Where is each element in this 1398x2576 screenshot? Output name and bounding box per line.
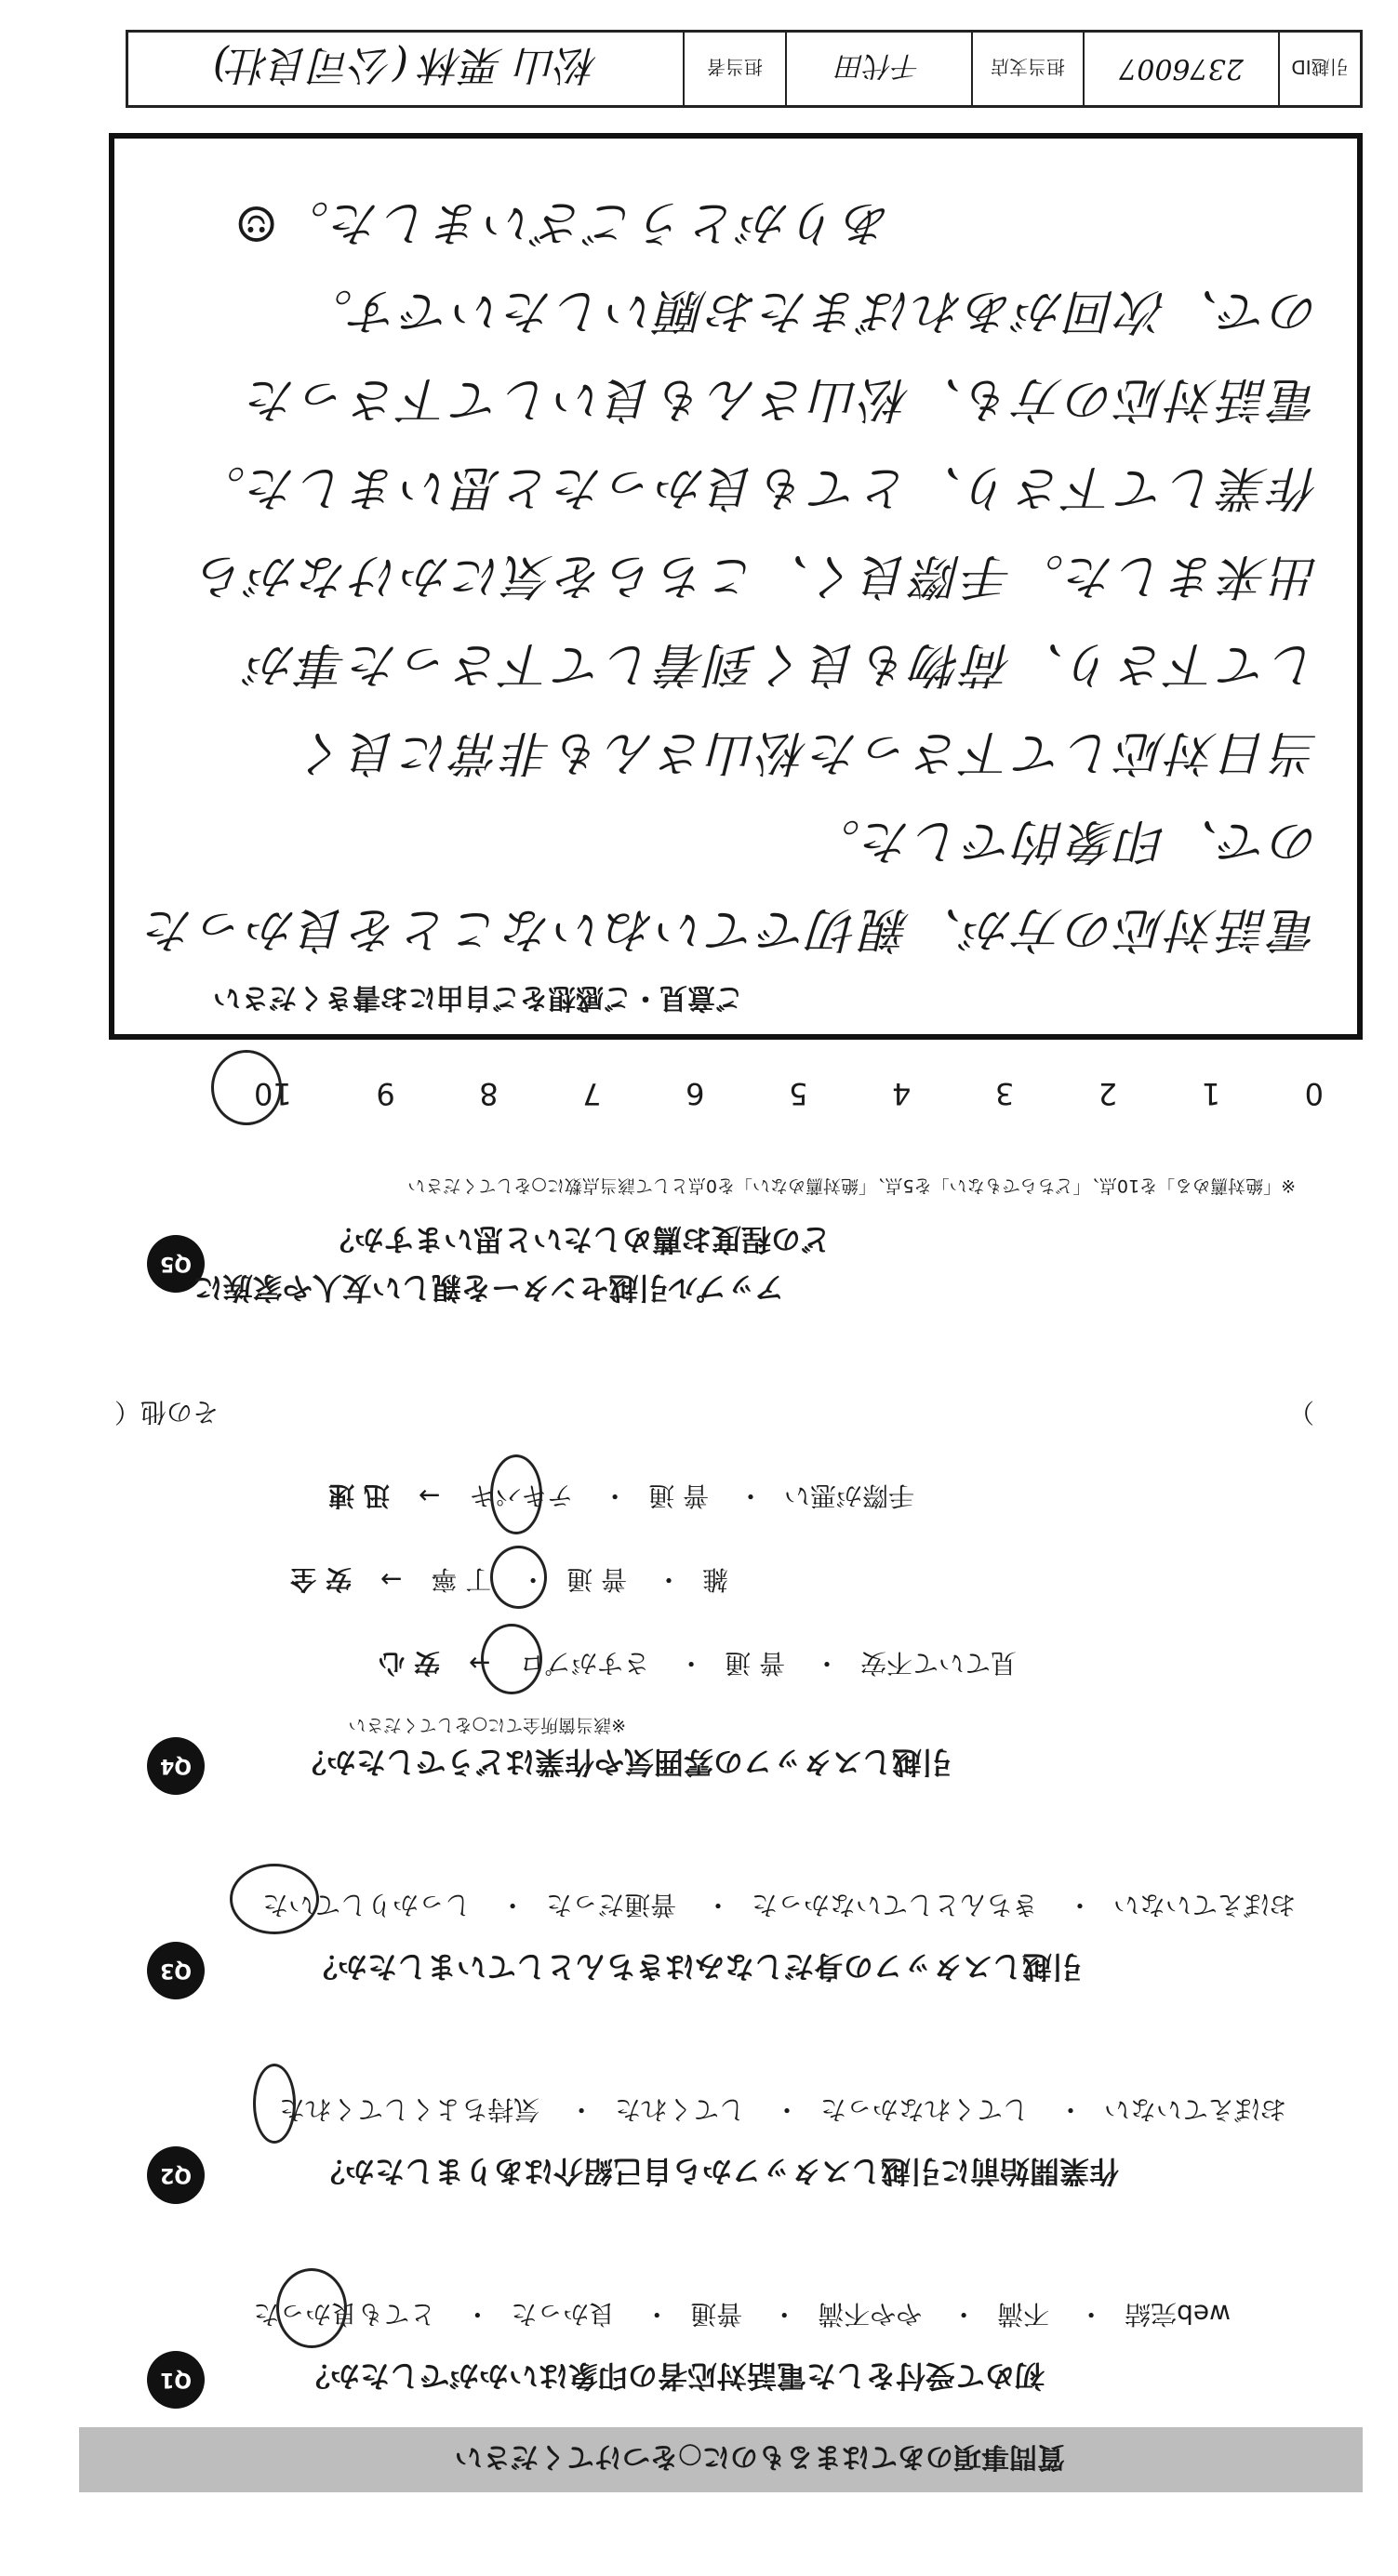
q5-score[interactable]: 7 (582, 1076, 602, 1111)
q5-score[interactable]: 9 (376, 1076, 395, 1111)
q2-option[interactable]: してくれなかった (820, 2094, 1030, 2125)
q3-selection-circle (230, 1864, 319, 1934)
q4-option[interactable]: 普 通 (725, 1648, 786, 1679)
q1-option[interactable]: 不満 (997, 2299, 1050, 2330)
comment-line: 出来ました。手際良く、こちらを気にかけながら (195, 548, 1320, 604)
instructions-text: 質問事項のあてはまるものに○をつけてください (454, 2440, 1065, 2473)
q4-other-close: ） (1287, 1397, 1314, 1427)
comment-line: 電話対応の方が、親切でていねいなことを良かった (142, 901, 1320, 957)
comment-line: ので、次回があればまたお願いしたいです。 (301, 283, 1320, 339)
q4-row-label: 安 全 (290, 1564, 353, 1595)
q4-option-selected[interactable]: さすがプロ (519, 1648, 650, 1679)
q3-option[interactable]: おぼえていない (1112, 1890, 1296, 1920)
arrow-icon: → (418, 1481, 441, 1511)
comment-line: 電話対応の方も、松山さんも良いして下さった (245, 371, 1320, 427)
q2-question: 作業開始前に引越しスタッフから自己紹介はありましたか？ (314, 2154, 1119, 2189)
q5-score[interactable]: 5 (789, 1076, 808, 1111)
q4-option-selected[interactable]: 丁 寧 (431, 1564, 492, 1595)
q4-other-label: その他（ (114, 1397, 220, 1427)
q2-badge-icon: Q2 (147, 2146, 205, 2204)
q5-badge-icon: Q5 (147, 1235, 205, 1293)
q5-question-line1: アップル引越センターを親しい友人や家族に (193, 1270, 784, 1306)
q4-anshin-circle (481, 1624, 542, 1694)
q4-option[interactable]: 手際が悪い (783, 1481, 914, 1511)
q4-row-label: 安 心 (379, 1648, 440, 1679)
q5-score[interactable]: 0 (1304, 1076, 1324, 1111)
q5-score[interactable]: 2 (1098, 1076, 1118, 1111)
q4-row-label: 迅 速 (328, 1481, 390, 1511)
q4-jinsoku-circle (490, 1454, 542, 1534)
q5-score[interactable]: 8 (479, 1076, 499, 1111)
q3-option[interactable]: きちんとしていなかった (752, 1890, 1039, 1920)
q5-note: ※「絶対薦める」を10点、「どちらでもない」を5点、「絶対薦めない」を0点として該当点数に○をしてください (407, 1175, 1296, 1196)
q5-scale (254, 1076, 1324, 1111)
q2-options: おぼえていない・ してくれなかった・ してくれた・ 気持ちよくしてくれた (279, 2094, 1286, 2125)
q4-option[interactable]: 普 通 (648, 1481, 710, 1511)
q1-selection-circle (276, 2268, 347, 2348)
branch-value: 千代田 (785, 33, 971, 105)
q4-question: 引越しスタッフの雰囲気や作業はどうでしたか？ (296, 1745, 952, 1780)
staff-value: 松山 栗林 (公司良壮) (212, 41, 599, 88)
q3-question: 引越しスタッフの身だしなみはきちんとしていましたか？ (307, 1949, 1082, 1985)
q1-option[interactable]: web完結 (1125, 2299, 1231, 2330)
q4-row-jinsoku: 手際が悪い・ 普 通・ テキパキ → 迅 速 (328, 1481, 914, 1511)
q3-badge-icon: Q3 (147, 1942, 205, 1999)
q4-option-selected[interactable]: テキパキ (469, 1481, 574, 1511)
q4-badge-icon: Q4 (147, 1737, 205, 1795)
arrow-icon: → (468, 1648, 491, 1679)
q5-score[interactable]: 4 (891, 1076, 912, 1111)
q4-option[interactable]: 見ていて不安 (859, 1648, 1017, 1679)
q4-note: ※該当箇所全てに○をしてください (348, 1715, 626, 1735)
q1-badge-icon: Q1 (147, 2351, 205, 2409)
comment-box[interactable] (109, 133, 1363, 1040)
q1-option[interactable]: とても良かった (253, 2299, 436, 2330)
q1-option[interactable]: やや不満 (818, 2299, 923, 2330)
q1-option-selected[interactable]: 良かった (511, 2299, 616, 2330)
q4-other (114, 1395, 1314, 1432)
q2-option[interactable]: 気持ちよくしてくれた (279, 2094, 540, 2125)
comment-line: ので、印象的でした。 (809, 813, 1320, 869)
move-id-value: 2376007 (1083, 33, 1278, 105)
comment-line: 当日対応して下さった松山さんも非常に良く (296, 724, 1320, 780)
q4-row-anzen: 雑・ 普 通・ 丁 寧 → 安 全 (290, 1564, 728, 1595)
q3-option-selected[interactable]: しっかりしていた (262, 1890, 472, 1920)
q3-option[interactable]: 普通だった (546, 1890, 677, 1920)
comment-line: 作業して下さり、とても良かったと思いました。 (193, 459, 1320, 515)
q1-options: web完結・ 不満・ やや不満・ 普通・ 良かった・ とても良かった (253, 2299, 1231, 2330)
q4-row-anshin: 見ていて不安・ 普 通・ さすがプロ → 安 心 (379, 1648, 1017, 1679)
instructions-bar (79, 2427, 1363, 2492)
q5-score[interactable]: 3 (994, 1076, 1015, 1111)
q1-question: 初めて受付をした電話対応者の印象はいかがでしたか？ (300, 2358, 1045, 2394)
arrow-icon: → (379, 1564, 403, 1595)
q5-score[interactable]: 1 (1201, 1076, 1221, 1111)
q5-score-selected[interactable]: 10 (254, 1076, 292, 1111)
q3-options: おぼえていない・ きちんとしていなかった・ 普通だった・ しっかりしていた (262, 1890, 1296, 1920)
comment-title: ご意見・ご感想をご自由にお書きください (213, 981, 743, 1014)
q4-anzen-circle (490, 1546, 547, 1609)
q2-option-selected[interactable]: してくれた (615, 2094, 746, 2125)
q5-selection-circle (211, 1050, 282, 1125)
q5-score[interactable]: 6 (686, 1076, 705, 1111)
q2-selection-circle (253, 2064, 296, 2144)
move-id-label: 引越ID (1278, 33, 1360, 105)
q2-option[interactable]: おぼえていない (1103, 2094, 1286, 2125)
branch-label: 担当支店 (971, 33, 1083, 105)
q1-option[interactable]: 普通 (690, 2299, 743, 2330)
comment-line: して下さり、荷物も良く到着して下さった事が (245, 636, 1320, 692)
q4-option[interactable]: 雑 (701, 1564, 728, 1595)
comment-line: ありがとうございました。☺ (232, 194, 892, 250)
q4-option[interactable]: 普 通 (566, 1564, 628, 1595)
q5-question-line2: どの程度お薦めしたいと思いますか？ (324, 1222, 831, 1257)
staff-label: 担当者 (683, 33, 785, 105)
header-table (126, 30, 1363, 108)
